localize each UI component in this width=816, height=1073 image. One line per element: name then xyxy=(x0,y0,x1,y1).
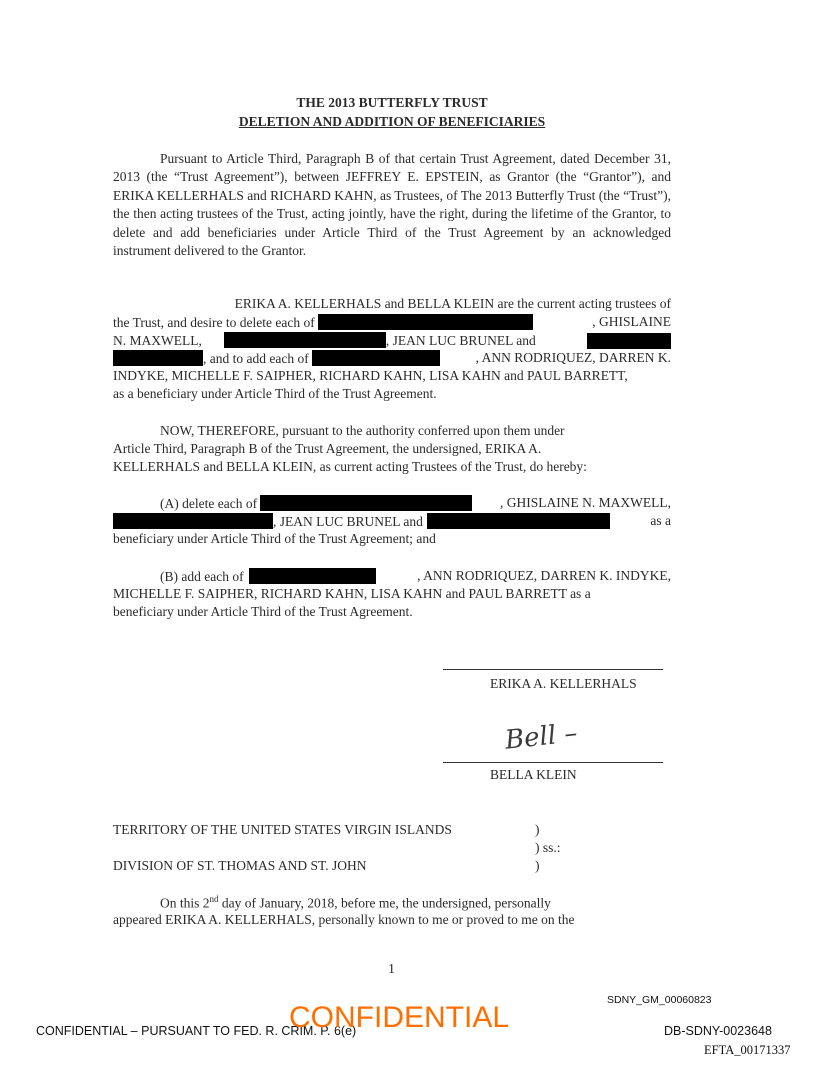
p2-line-2 xyxy=(113,314,671,332)
venue-territory: TERRITORY OF THE UNITED STATES VIRGIN ISLANDS xyxy=(113,822,452,837)
venue-division: DIVISION OF ST. THOMAS AND ST. JOHN xyxy=(113,858,367,873)
item-a-line-1a: (A) delete each of xyxy=(160,496,258,511)
p2-line-1 xyxy=(113,296,671,314)
item-a-line-3: beneficiary under Article Third of the Trust Agreement; and xyxy=(113,531,436,546)
efta-number: EFTA_00171337 xyxy=(704,1043,791,1057)
p3-line-3: KELLERHALS and BELLA KLEIN, as current acting Trustees of the Trust, do hereby: xyxy=(113,459,587,474)
bates-number-right: DB-SDNY-0023648 xyxy=(664,1024,772,1038)
item-b-line-1a: (B) add each of xyxy=(160,569,244,584)
p2-line-3 xyxy=(113,332,671,350)
p2-line-6: as a beneficiary under Article Third of the Trust Agreement. xyxy=(113,386,437,401)
ack-line-1-post: day of January, 2018, before me, the undersigned, personally xyxy=(218,895,551,911)
footer-confidential-notice: CONFIDENTIAL – PURSUANT TO FED. R. CRIM. P. 6(e) xyxy=(36,1024,357,1038)
redaction-block xyxy=(249,568,376,584)
p2-line-3b: , JEAN LUC BRUNEL and xyxy=(385,333,536,348)
p3-line-1: NOW, THEREFORE, pursuant to the authority conferred upon them under xyxy=(160,423,565,438)
p2-line-1-text: ERIKA A. KELLERHALS and BELLA KLEIN are the current acting trustees of xyxy=(234,296,671,311)
venue-brace-2: ) ss.: xyxy=(535,840,561,855)
item-a-line-2b: as a xyxy=(650,513,671,528)
redaction-block xyxy=(260,495,472,511)
item-b-line-3: beneficiary under Article Third of the Trust Agreement. xyxy=(113,604,413,619)
redaction-block xyxy=(312,350,440,366)
signature-line-2 xyxy=(443,762,663,763)
item-a-line-1 xyxy=(160,495,671,513)
item-b-line-2: MICHELLE F. SAIPHER, RICHARD KAHN, LISA KAHN and PAUL BARRETT as a xyxy=(113,586,591,601)
redaction-block xyxy=(224,332,386,348)
signer-name-2: BELLA KLEIN xyxy=(490,767,577,782)
venue-brace-1: ) xyxy=(535,822,540,837)
document-title: THE 2013 BUTTERFLY TRUST xyxy=(296,95,488,110)
document-subtitle: DELETION AND ADDITION OF BENEFICIARIES xyxy=(238,114,546,129)
p2-line-2b: , GHISLAINE xyxy=(592,314,671,329)
redaction-block xyxy=(318,314,533,330)
p3-line-2: Article Third, Paragraph B of the Trust Agreement, the undersigned, ERIKA A. xyxy=(113,441,542,456)
paragraph-1 xyxy=(113,150,671,260)
item-b-line-1b: , ANN RODRIQUEZ, DARREN K. INDYKE, xyxy=(417,568,671,583)
redaction-block xyxy=(587,333,671,349)
ack-line-1-pre: On this 2 xyxy=(160,895,210,911)
p2-line-5: INDYKE, MICHELLE F. SAIPHER, RICHARD KAHN, LISA KAHN and PAUL BARRETT, xyxy=(113,368,628,383)
redaction-block xyxy=(113,513,273,529)
p2-line-4 xyxy=(113,350,671,368)
page-number: 1 xyxy=(388,962,395,977)
confidential-stamp: CONFIDENTIAL xyxy=(289,1001,510,1034)
ack-superscript: nd xyxy=(209,894,219,904)
p2-line-2a: the Trust, and desire to delete each of xyxy=(113,315,315,330)
p2-line-4a: , and to add each of xyxy=(203,351,309,366)
redaction-block xyxy=(113,350,203,366)
item-a-line-2a: , JEAN LUC BRUNEL and xyxy=(273,514,423,529)
item-a-line-1b: , GHISLAINE N. MAXWELL, xyxy=(500,495,671,510)
handwritten-signature: Bell – xyxy=(503,718,579,756)
redaction-block xyxy=(427,513,610,529)
ack-line-2: appeared ERIKA A. KELLERHALS, personally known to me or proved to me on the xyxy=(113,912,575,927)
venue-brace-3: ) xyxy=(535,858,540,873)
item-b-line-1 xyxy=(160,568,671,586)
bates-number-small: SDNY_GM_00060823 xyxy=(607,994,712,1006)
item-a-line-2 xyxy=(113,513,671,531)
p2-line-3a: N. MAXWELL, xyxy=(113,333,202,348)
signer-name-1: ERIKA A. KELLERHALS xyxy=(490,676,637,691)
signature-line-1 xyxy=(443,669,663,670)
p2-line-4b: , ANN RODRIQUEZ, DARREN K. xyxy=(475,350,671,365)
ack-line-1 xyxy=(160,894,671,912)
paragraph-1-text: Pursuant to Article Third, Paragraph B of that certain Trust Agreement, dated December 31, 2013 (the “Trust Agreement”), between JEFFREY E. EPSTEIN, as Grantor (the “Grantor”), and ERIKA KELLERHALS and RICHARD KAHN, as Trustees, of The 2013 Butterfly Trust (the “Trust”), the then acting trustees of the Trust, acting jointly, have the right, during the lifetime of the Grantor, to delete and add beneficiaries under Article Third of the Trust Agreement by an acknowledged instrument delivered to the Grantor. xyxy=(113,151,671,259)
